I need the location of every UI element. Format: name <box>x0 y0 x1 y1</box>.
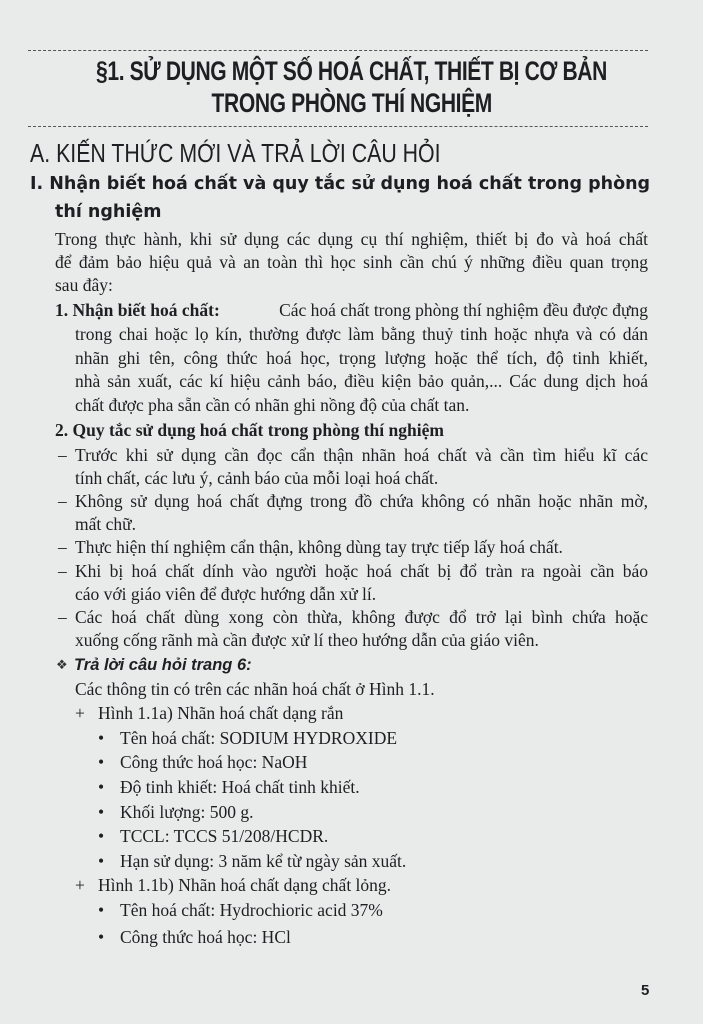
rule-line: Khi bị hoá chất dính vào người hoặc hoá chất bị đổ tràn ra ngoài cần báo <box>75 561 648 581</box>
bullet-marker: • <box>98 728 105 748</box>
figure-a-item: Hạn sử dụng: 3 năm kể từ ngày sản xuất. <box>120 851 407 871</box>
dash-marker: – <box>58 491 67 511</box>
figure-a-item: TCCL: TCCS 51/208/HCDR. <box>120 826 329 846</box>
bullet-marker: • <box>98 826 105 846</box>
rule-line: Thực hiện thí nghiệm cẩn thận, không dùng tay trực tiếp lấy hoá chất. <box>75 537 563 557</box>
bullet-marker: • <box>98 900 105 920</box>
answer-heading: Trả lời câu hỏi trang 6: <box>74 656 252 674</box>
figure-b-label: Hình 1.1b) Nhãn hoá chất dạng chất lỏng. <box>98 875 392 895</box>
item2-heading: 2. Quy tắc sử dụng hoá chất trong phòng thí nghiệm <box>55 420 444 440</box>
item1-line: Các hoá chất trong phòng thí nghiệm đều được đựng <box>279 300 648 320</box>
intro-line: để đảm bảo hiệu quả và an toàn thì học sinh cần chú ý những điều quan trọng <box>55 252 648 272</box>
dash-marker: – <box>58 607 67 627</box>
dash-marker: – <box>58 561 67 581</box>
figure-a-item: Công thức hoá học: NaOH <box>120 752 308 772</box>
rule-line: cáo với giáo viên để được hướng dẫn xử lí. <box>75 584 377 604</box>
figure-b-item: Công thức hoá học: HCl <box>120 927 291 947</box>
rule-line: Không sử dụng hoá chất đựng trong đồ chứa không có nhãn hoặc nhãn mờ, <box>75 491 648 511</box>
page-title-line1: §1. SỬ DỤNG MỘT SỐ HOÁ CHẤT, THIẾT BỊ CƠ BẢN <box>96 56 607 86</box>
title-bottom-divider <box>28 126 648 127</box>
item1-line: nhà sản xuất, các kí hiệu cảnh báo, điều kiện bảo quản,... Các dung dịch hoá <box>75 371 648 391</box>
figure-a-item: Tên hoá chất: SODIUM HYDROXIDE <box>120 728 398 748</box>
bullet-marker: • <box>98 851 105 871</box>
bullet-marker: • <box>98 752 105 772</box>
rule-line: xuống cống rãnh mà cần được xử lí theo hướng dẫn của giáo viên. <box>75 630 539 650</box>
section-i-heading-line1: I. Nhận biết hoá chất và quy tắc sử dụng hoá chất trong phòng <box>30 174 651 194</box>
rule-line: tính chất, các lưu ý, cảnh báo của mỗi loại hoá chất. <box>75 468 439 488</box>
intro-line: sau đây: <box>55 275 113 295</box>
bullet-marker: • <box>98 927 105 947</box>
figure-a-item: Độ tinh khiết: Hoá chất tinh khiết. <box>120 777 360 797</box>
answer-intro: Các thông tin có trên các nhãn hoá chất ở Hình 1.1. <box>75 679 435 699</box>
dash-marker: – <box>58 445 67 465</box>
page-number: 5 <box>641 982 650 999</box>
page-title-line2: TRONG PHÒNG THÍ NGHIỆM <box>211 88 492 118</box>
item1-label: 1. Nhận biết hoá chất: <box>55 300 220 320</box>
rule-line: mất chữ. <box>75 514 136 534</box>
item1-line: trong chai hoặc lọ kín, thường được làm bằng thuỷ tinh hoặc nhựa và có dán <box>75 324 648 344</box>
section-a-heading: A. KIẾN THỨC MỚI VÀ TRẢ LỜI CÂU HỎI <box>30 138 441 168</box>
rule-line: Trước khi sử dụng cần đọc cẩn thận nhãn hoá chất và cần tìm hiểu kĩ các <box>75 445 648 465</box>
section-i-heading-line2: thí nghiệm <box>55 202 162 222</box>
figure-a-item: Khối lượng: 500 g. <box>120 802 254 822</box>
plus-marker: + <box>75 703 85 723</box>
rule-line: Các hoá chất dùng xong còn thừa, không được đổ trở lại bình chứa hoặc <box>75 607 648 627</box>
bullet-marker: • <box>98 802 105 822</box>
item1-line: nhãn ghi tên, công thức hoá học, trọng lượng hoặc thể tích, độ tinh khiết, <box>75 348 648 368</box>
item1-line: chất được pha sẵn cần có nhãn ghi nồng độ của chất tan. <box>75 395 470 415</box>
intro-line: Trong thực hành, khi sử dụng các dụng cụ thí nghiệm, thiết bị đo và hoá chất <box>55 229 648 249</box>
plus-marker: + <box>75 875 85 895</box>
title-top-divider <box>28 50 648 51</box>
bullet-marker: • <box>98 777 105 797</box>
figure-b-item: Tên hoá chất: Hydrochioric acid 37% <box>120 900 383 920</box>
diamond-bullet-icon: ❖ <box>56 657 68 672</box>
dash-marker: – <box>58 537 67 557</box>
item1-first-line <box>55 299 648 321</box>
figure-a-label: Hình 1.1a) Nhãn hoá chất dạng rắn <box>98 703 344 723</box>
